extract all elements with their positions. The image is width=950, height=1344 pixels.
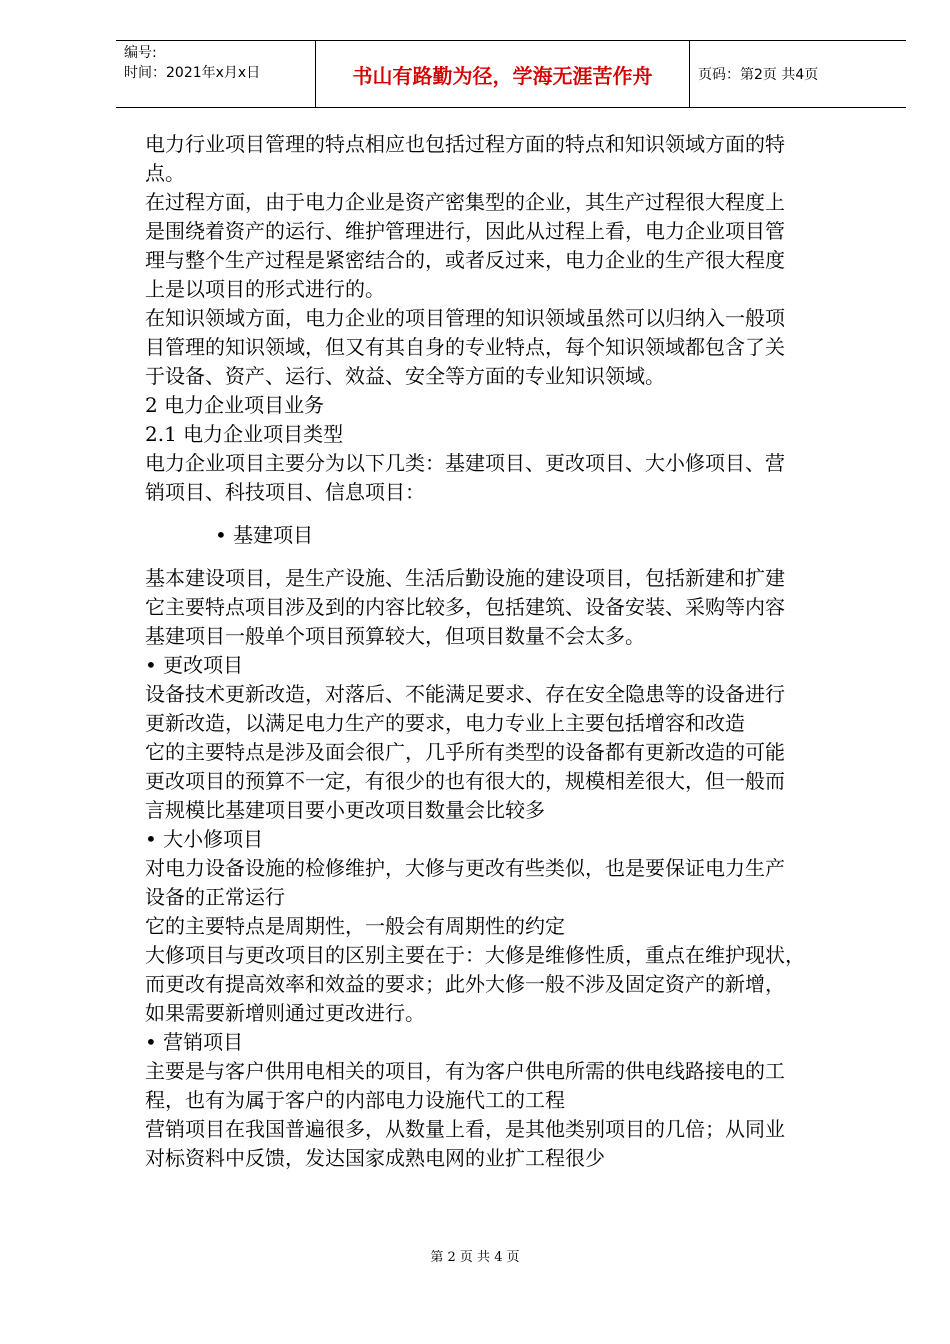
spacer	[145, 507, 865, 521]
page-footer: 第 2 页 共 4 页	[430, 1250, 520, 1265]
paragraph-line: 如果需要新增则通过更改进行。	[145, 1001, 425, 1025]
paragraph-line: 对标资料中反馈，发达国家成熟电网的业扩工程很少	[145, 1146, 605, 1170]
paragraph-line: 在知识领域方面，电力企业的项目管理的知识领域虽然可以归纳入一般项	[145, 306, 785, 330]
header-meta	[116, 41, 316, 107]
spacer	[145, 550, 865, 564]
number-label: 编号:	[124, 45, 157, 61]
paragraph-line: 点。	[145, 161, 185, 185]
paragraph-line: 基建项目一般单个项目预算较大，但项目数量不会太多。	[145, 624, 645, 648]
bullet-heading: • 营销项目	[145, 1030, 244, 1054]
paragraph-line: 言规模比基建项目要小更改项目数量会比较多	[145, 798, 545, 822]
header-motto: 书山有路勤为径，学海无涯苦作舟	[316, 41, 690, 107]
paragraph-line: 电力行业项目管理的特点相应也包括过程方面的特点和知识领域方面的特	[145, 132, 785, 156]
paragraph-line: 它的主要特点是周期性，一般会有周期性的约定	[145, 914, 565, 938]
paragraph-line: 而更改有提高效率和效益的要求；此外大修一般不涉及固定资产的新增，	[145, 972, 785, 996]
paragraph-line: 理与整个生产过程是紧密结合的，或者反过来，电力企业的生产很大程度	[145, 248, 785, 272]
subsection-heading: 2.1 电力企业项目类型	[145, 422, 344, 446]
paragraph-line: 对电力设备设施的检修维护，大修与更改有些类似，也是要保证电力生产	[145, 856, 785, 880]
time-label: 时间：2021年x月x日	[124, 65, 261, 81]
paragraph-line: 程，也有为属于客户的内部电力设施代工的工程	[145, 1088, 565, 1112]
paragraph-line: 于设备、资产、运行、效益、安全等方面的专业知识领域。	[145, 364, 665, 388]
paragraph-line: 目管理的知识领域，但又有其自身的专业特点，每个知识领域都包含了关	[145, 335, 785, 359]
paragraph-line: 销项目、科技项目、信息项目：	[145, 480, 425, 504]
paragraph-line: 电力企业项目主要分为以下几类：基建项目、更改项目、大小修项目、营	[145, 451, 785, 475]
paragraph-line: 上是以项目的形式进行的。	[145, 277, 385, 301]
paragraph-line: 主要是与客户供用电相关的项目，有为客户供电所需的供电线路接电的工	[145, 1059, 785, 1083]
paragraph-line: 更改项目的预算不一定，有很少的也有很大的，规模相差很大，但一般而	[145, 769, 785, 793]
paragraph-line: 它主要特点项目涉及到的内容比较多，包括建筑、设备安装、采购等内容	[145, 595, 785, 619]
paragraph-line: 设备技术更新改造，对落后、不能满足要求、存在安全隐患等的设备进行	[145, 682, 785, 706]
bullet-heading: • 更改项目	[145, 653, 244, 677]
bullet-heading: • 基建项目	[215, 523, 314, 547]
header-page-info: 页码：第2页 共4页	[698, 67, 819, 83]
document-header	[116, 40, 906, 108]
document-body	[145, 130, 865, 1173]
section-heading: 2 电力企业项目业务	[145, 393, 325, 417]
paragraph-line: 更新改造，以满足电力生产的要求，电力专业上主要包括增容和改造	[145, 711, 745, 735]
paragraph-line: 在过程方面，由于电力企业是资产密集型的企业，其生产过程很大程度上	[145, 190, 785, 214]
paragraph-line: 基本建设项目，是生产设施、生活后勤设施的建设项目，包括新建和扩建	[145, 566, 785, 590]
paragraph-line: 设备的正常运行	[145, 885, 285, 909]
paragraph-line: 它的主要特点是涉及面会很广，几乎所有类型的设备都有更新改造的可能	[145, 740, 785, 764]
paragraph-line: 营销项目在我国普遍很多，从数量上看，是其他类别项目的几倍；从同业	[145, 1117, 785, 1141]
paragraph-line: 大修项目与更改项目的区别主要在于：大修是维修性质，重点在维护现状，	[145, 943, 805, 967]
bullet-heading: • 大小修项目	[145, 827, 264, 851]
paragraph-line: 是围绕着资产的运行、维护管理进行，因此从过程上看，电力企业项目管	[145, 219, 785, 243]
